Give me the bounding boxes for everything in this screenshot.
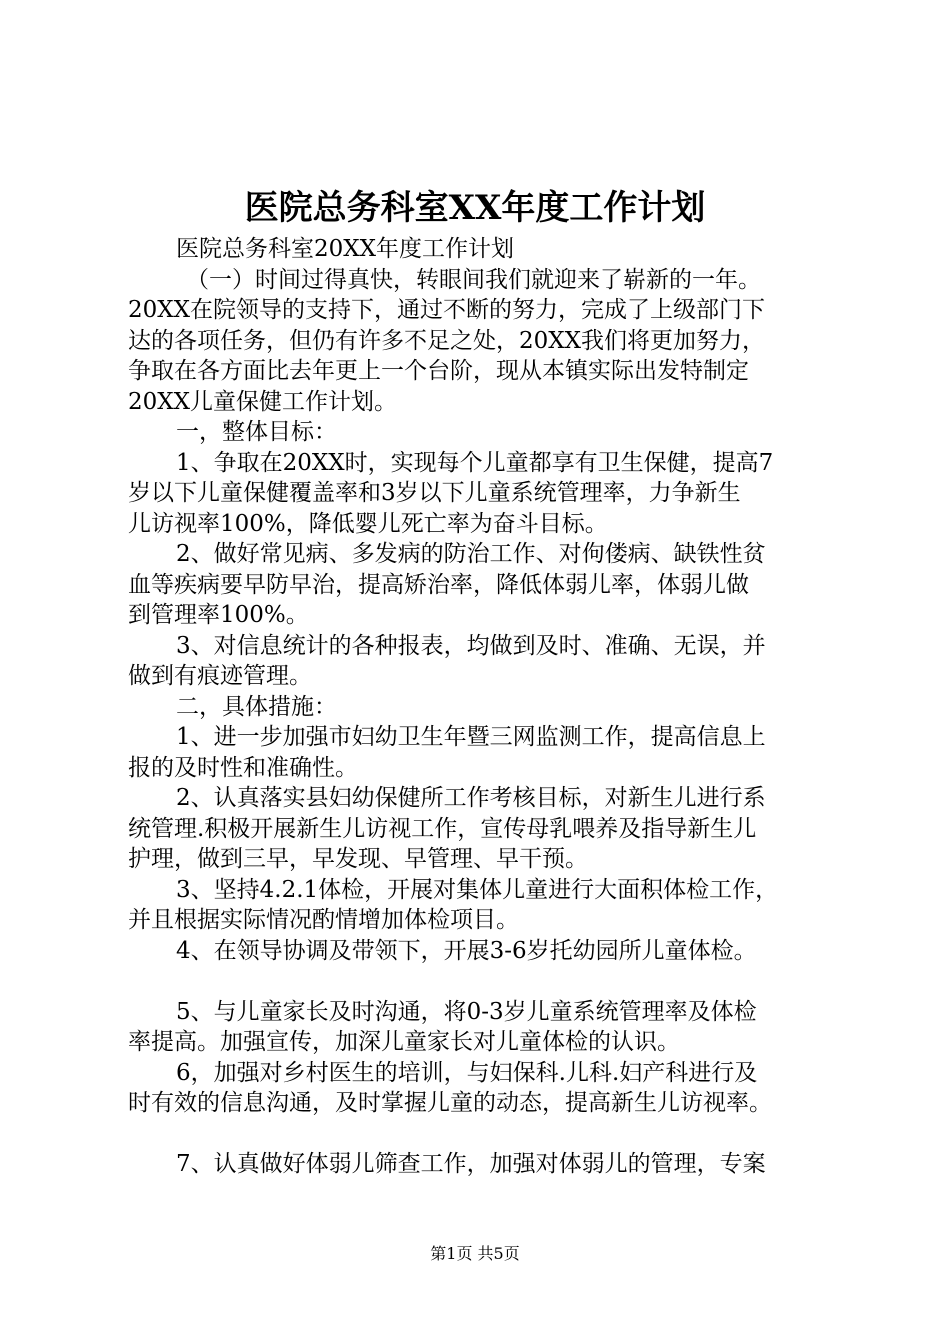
paragraph-line: 20XX儿童保健工作计划。 <box>128 388 398 415</box>
paragraph-line: 2、做好常见病、多发病的防治工作、对佝偻病、缺铁性贫 <box>176 541 766 567</box>
document-body <box>128 234 840 1180</box>
paragraph-line: 争取在各方面比去年更上一个台阶，现从本镇实际出发特制定 <box>128 358 749 384</box>
paragraph-line: 1、争取在20XX时，实现每个儿童都享有卫生保健，提高7 <box>176 449 774 476</box>
document-title: 医院总务科室XX年度工作计划 <box>244 188 706 228</box>
paragraph-line: 报的及时性和准确性。 <box>128 754 358 781</box>
section-heading: 一，整体目标： <box>176 419 337 445</box>
paragraph-line: 时有效的信息沟通，及时掌握儿童的动态，提高新生儿访视率。 <box>128 1090 772 1116</box>
page-number-footer: 第1页 共5页 <box>430 1244 520 1263</box>
paragraph-line: 1、进一步加强市妇幼卫生年暨三网监测工作，提高信息上 <box>176 724 766 750</box>
paragraph-line: 并且根据实际情况酌情增加体检项目。 <box>128 907 519 933</box>
blank-line <box>128 1119 840 1150</box>
paragraph-line: 血等疾病要早防早治，提高矫治率，降低体弱儿率，体弱儿做 <box>128 571 749 598</box>
paragraph-line: 率提高。加强宣传，加深儿童家长对儿童体检的认识。 <box>128 1029 680 1055</box>
paragraph-line: 20XX在院领导的支持下，通过不断的努力，完成了上级部门下 <box>128 297 766 323</box>
paragraph-line: 护理，做到三早，早发现、早管理、早干预。 <box>128 846 588 872</box>
paragraph-line: 统管理.积极开展新生儿访视工作，宣传母乳喂养及指导新生儿 <box>128 815 757 842</box>
paragraph-line: 7、认真做好体弱儿筛查工作，加强对体弱儿的管理，专案 <box>176 1151 766 1177</box>
paragraph-line: 达的各项任务，但仍有许多不足之处，20XX我们将更加努力， <box>128 327 766 354</box>
paragraph-line: 儿访视率100%，降低婴儿死亡率为奋斗目标。 <box>128 510 608 537</box>
paragraph-line: 岁以下儿童保健覆盖率和3岁以下儿童系统管理率，力争新生 <box>128 480 741 506</box>
paragraph-line: 3、坚持4.2.1体检，开展对集体儿童进行大面积体检工作， <box>176 876 779 903</box>
subtitle-line: 医院总务科室20XX年度工作计划 <box>176 236 515 262</box>
paragraph-line: 6，加强对乡村医生的培训，与妇保科.儿科.妇产科进行及 <box>176 1059 758 1086</box>
paragraph-line: （一）时间过得真快，转眼间我们就迎来了崭新的一年。 <box>186 266 761 293</box>
paragraph-line: 到管理率100%。 <box>128 602 309 628</box>
paragraph-line: 做到有痕迹管理。 <box>128 663 312 689</box>
paragraph-line: 4、在领导协调及带领下，开展3-6岁托幼园所儿童体检。 <box>176 937 757 964</box>
paragraph-line: 3、对信息统计的各种报表，均做到及时、准确、无误，并 <box>176 632 766 659</box>
blank-line <box>128 966 840 997</box>
paragraph-line: 2、认真落实县妇幼保健所工作考核目标，对新生儿进行系 <box>176 785 766 811</box>
section-heading: 二，具体措施： <box>176 693 337 720</box>
paragraph-line: 5、与儿童家长及时沟通，将0-3岁儿童系统管理率及体检 <box>176 998 757 1025</box>
